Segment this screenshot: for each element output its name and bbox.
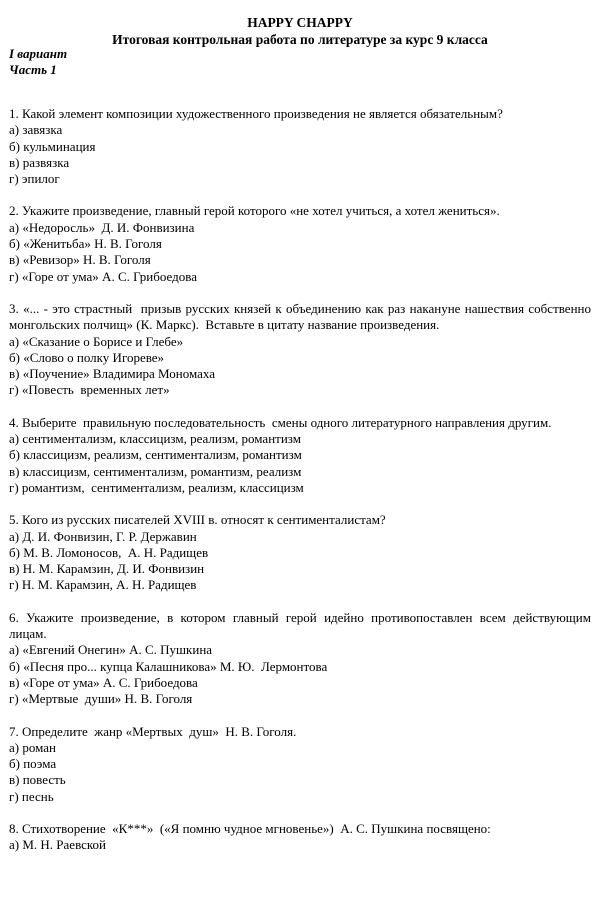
- question-list: [9, 106, 595, 854]
- answer-option: б) классицизм, реализм, сентиментализм, романтизм: [9, 447, 302, 463]
- question-text: 7. Определите жанр «Мертвых душ» Н. В. Гоголя.: [9, 723, 297, 739]
- answer-option: б) кульминация: [9, 138, 96, 154]
- answer-option: г) «Повесть временных лет»: [9, 382, 170, 398]
- question-text: 1. Какой элемент композиции художественного произведения не является обязательным?: [9, 106, 503, 121]
- answer-option: в) «Горе от ума» А. С. Грибоедова: [9, 674, 198, 690]
- question-2: [9, 203, 591, 284]
- answer-option: г) эпилог: [9, 171, 60, 187]
- answer-option: а) «Сказание о Борисе и Глебе»: [9, 333, 184, 349]
- question-8: [9, 821, 591, 854]
- document-subtitle: Итоговая контрольная работа по литературе за курс 9 класса: [112, 32, 488, 47]
- question-text: 2. Укажите произведение, главный герой которого «не хотел учиться, а хотел жениться».: [9, 203, 500, 219]
- answer-option: б) М. В. Ломоносов, А. Н. Радищев: [9, 544, 209, 560]
- answer-option: а) М. Н. Раевской: [9, 837, 107, 853]
- question-1: [9, 106, 591, 187]
- question-text: 8. Стихотворение «К***» («Я помню чудное мгновенье») А. С. Пушкина посвящено:: [9, 820, 491, 836]
- question-text: 4. Выберите правильную последовательность смены одного литературного направления другим.: [9, 414, 552, 430]
- answer-option: г) «Мертвые души» Н. В. Гоголя: [9, 691, 193, 707]
- answer-option: г) Н. М. Карамзин, А. Н. Радищев: [9, 577, 197, 593]
- answer-option: в) Н. М. Карамзин, Д. И. Фонвизин: [9, 561, 205, 577]
- answer-option: в) «Поучение» Владимира Мономаха: [9, 366, 216, 382]
- question-7: [9, 724, 591, 805]
- answer-option: в) «Ревизор» Н. В. Гоголя: [9, 252, 151, 268]
- answer-option: в) развязка: [9, 154, 70, 170]
- answer-option: а) сентиментализм, классицизм, реализм, романтизм: [9, 431, 301, 447]
- question-text: 3. «... - это страстный призыв русских князей к объединению как раз накануне нашествия собственно монгольских полчищ» (К. Маркс). Вставьте в цитату название произведения.: [9, 300, 595, 333]
- answer-option: в) повесть: [9, 772, 66, 788]
- answer-option: в) классицизм, сентиментализм, романтизм, реализм: [9, 463, 302, 479]
- question-text: 5. Кого из русских писателей XVIII в. относят к сентименталистам?: [9, 512, 386, 528]
- question-5: [9, 512, 591, 593]
- answer-option: б) «Слово о полку Игореве»: [9, 349, 165, 365]
- question-text: 6. Укажите произведение, в котором главный герой идейно противопоставлен всем действующим лицам.: [9, 609, 595, 642]
- answer-option: г) «Горе от ума» А. С. Грибоедова: [9, 268, 197, 284]
- answer-option: г) песнь: [9, 788, 54, 804]
- answer-option: б) «Песня про... купца Калашникова» М. Ю. Лермонтова: [9, 658, 328, 674]
- variant-label: I вариант: [9, 46, 68, 61]
- answer-option: а) роман: [9, 739, 56, 755]
- answer-option: а) «Евгений Онегин» А. С. Пушкина: [9, 642, 213, 658]
- answer-option: г) романтизм, сентиментализм, реализм, классицизм: [9, 479, 304, 495]
- answer-option: а) «Недоросль» Д. И. Фонвизина: [9, 219, 195, 235]
- answer-option: б) «Женитьба» Н. В. Гоголя: [9, 236, 162, 252]
- answer-option: б) поэма: [9, 756, 57, 772]
- question-3: [9, 300, 595, 399]
- answer-option: а) завязка: [9, 122, 63, 138]
- document-header: [9, 14, 591, 48]
- question-6: [9, 609, 595, 708]
- document-title: HAPPY CHAPPY: [247, 15, 353, 30]
- document-page: [9, 14, 595, 870]
- answer-option: а) Д. И. Фонвизин, Г. Р. Державин: [9, 528, 197, 544]
- part-label: Часть 1: [9, 62, 57, 77]
- question-4: [9, 415, 591, 496]
